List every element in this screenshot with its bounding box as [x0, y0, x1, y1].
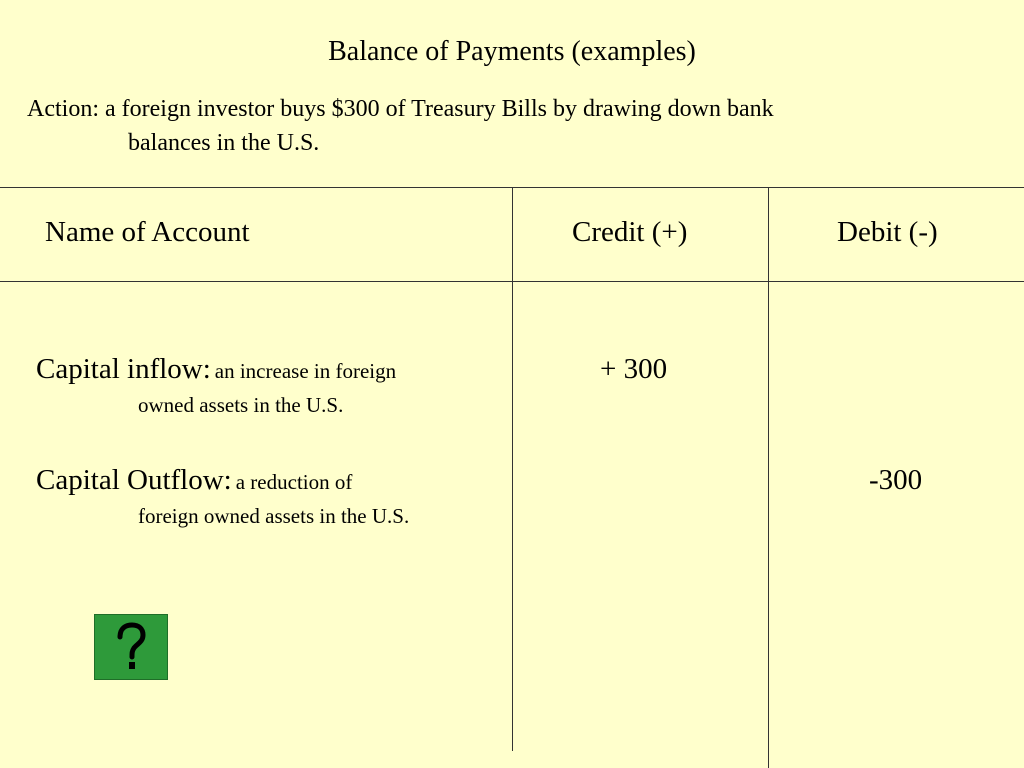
header-name-of-account: Name of Account: [45, 216, 250, 248]
row-label-line: [36, 463, 496, 502]
credit-amount: + 300: [600, 353, 668, 385]
table-row-capital-outflow: [36, 463, 496, 530]
debit-amount: -300: [869, 464, 923, 496]
header-credit: Credit (+): [572, 216, 688, 248]
action-description: [27, 92, 947, 160]
account-name: Capital inflow:: [36, 353, 211, 385]
account-description-cont: foreign owned assets in the U.S.: [138, 504, 410, 528]
header-debit: Debit (-): [837, 216, 938, 248]
table-row-capital-inflow: [36, 352, 496, 419]
column-divider-1: [512, 187, 513, 751]
account-description-cont: owned assets in the U.S.: [138, 393, 344, 417]
column-divider-2: [768, 187, 769, 768]
account-description: an increase in foreign: [214, 359, 397, 383]
account-name: Capital Outflow:: [36, 464, 232, 496]
slide-title: Balance of Payments (examples): [328, 36, 696, 67]
action-line-2: balances in the U.S.: [128, 130, 320, 156]
row-label-line: [36, 352, 496, 391]
account-description: a reduction of: [235, 470, 353, 494]
action-line-1: Action: a foreign investor buys $300 of Treasury Bills by drawing down bank: [27, 96, 774, 122]
help-button[interactable]: [94, 614, 168, 680]
question-mark-icon: [95, 615, 167, 679]
